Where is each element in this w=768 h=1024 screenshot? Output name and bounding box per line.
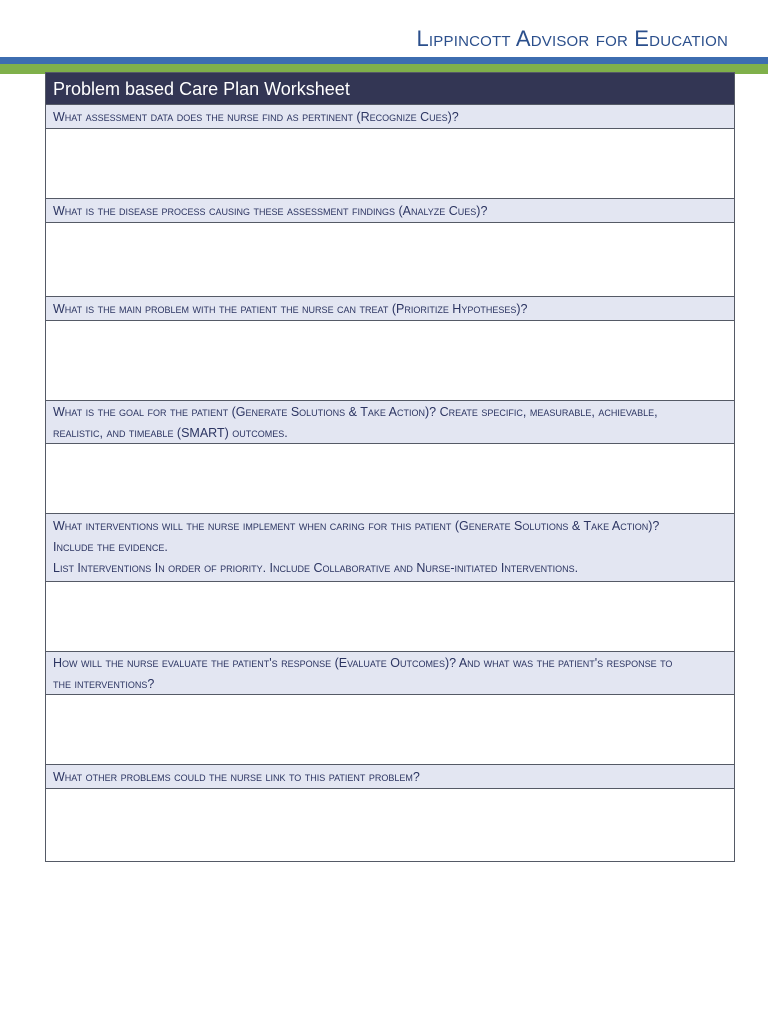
question-analyze-cues [46,199,734,223]
brand-title: Lippincott Advisor for Education [416,26,728,51]
question-line: the interventions? [53,677,155,691]
question-evaluate-outcomes [46,652,734,695]
question-smart-goal [46,401,734,444]
question-interventions [46,514,734,582]
question-line: What is the main problem with the patient the nurse can treat (Prioritize Hypotheses)? [53,302,528,316]
question-line: What is the disease process causing these assessment findings (Analyze Cues)? [53,204,488,218]
answer-field-smart-goal[interactable] [46,444,734,514]
answer-field-interventions[interactable] [46,582,734,652]
question-line: Include the evidence. [53,540,168,554]
answer-field-other-problems[interactable] [46,789,734,861]
question-prioritize-hypotheses [46,297,734,321]
question-line: How will the nurse evaluate the patient's response (Evaluate Outcomes)? And what was the patient's response to [53,656,673,670]
question-recognize-cues [46,105,734,129]
answer-field-evaluate-outcomes[interactable] [46,695,734,765]
answer-field-prioritize-hypotheses[interactable] [46,321,734,401]
question-line: List Interventions In order of priority. Include Collaborative and Nurse-initiated Interventions. [53,561,579,575]
header-band-blue [0,57,768,64]
answer-field-recognize-cues[interactable] [46,129,734,199]
answer-field-analyze-cues[interactable] [46,223,734,297]
question-line: What assessment data does the nurse find as pertinent (Recognize Cues)? [53,110,459,124]
question-line: What is the goal for the patient (Generate Solutions & Take Action)? Create specific, measurable, achievable, [53,405,658,419]
question-line: realistic, and timeable (SMART) outcomes. [53,426,288,440]
question-line: What other problems could the nurse link to this patient problem? [53,770,420,784]
worksheet-title: Problem based Care Plan Worksheet [46,73,734,105]
care-plan-worksheet [45,72,735,862]
question-line: What interventions will the nurse implement when caring for this patient (Generate Solutions & Take Action)? [53,519,660,533]
question-other-problems [46,765,734,789]
